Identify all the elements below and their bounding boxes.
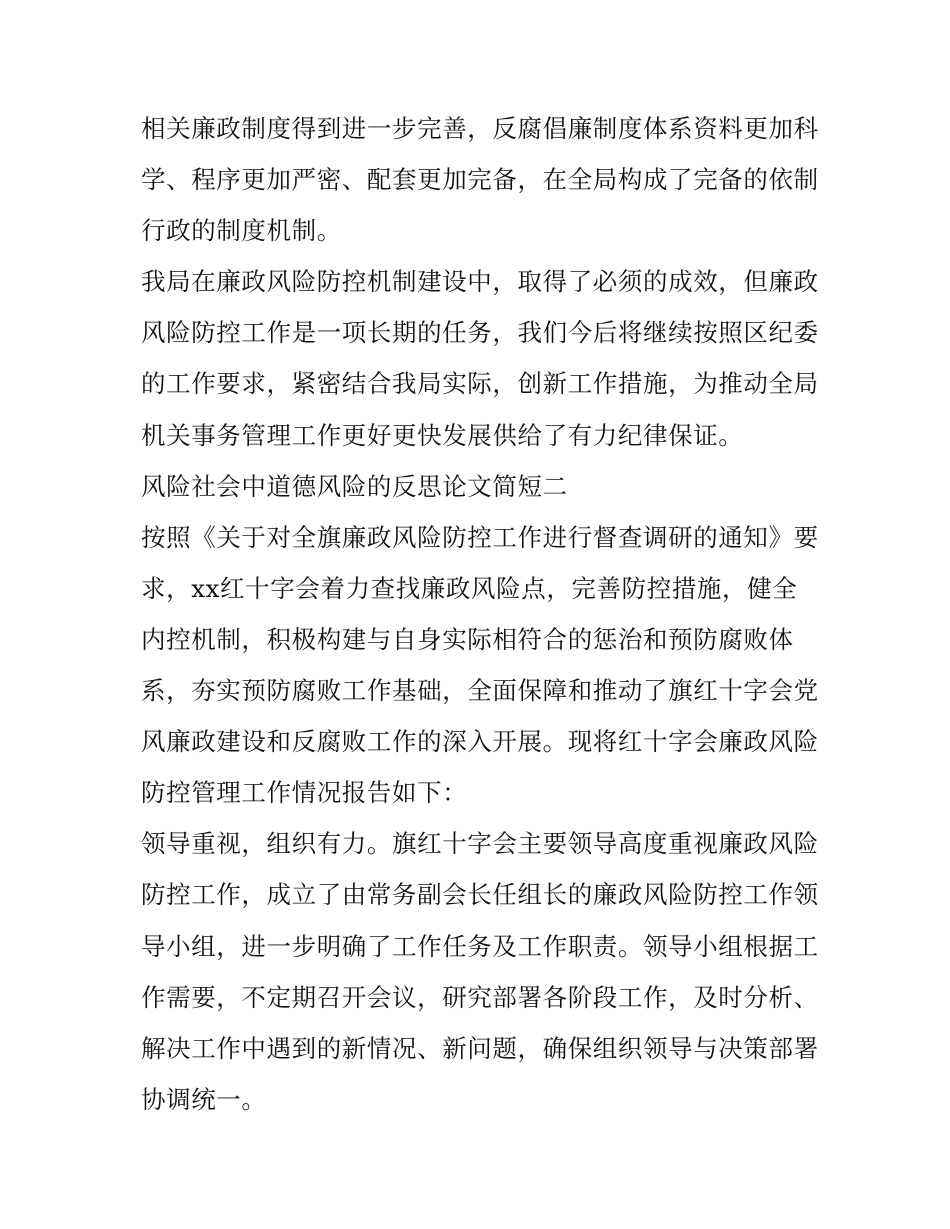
text-line: 的工作要求，紧密结合我局实际，创新工作措施，为推动全局 — [141, 369, 819, 399]
text-line: 相关廉政制度得到进一步完善，反腐倡廉制度体系资料更加科 — [141, 114, 819, 143]
text-line: 风险防控工作是一项长期的任务，我们今后将继续按照区纪委 — [141, 318, 819, 348]
text-line: 我局在廉政风险防控机制建设中，取得了必须的成效，但廉政 — [141, 267, 819, 297]
text-line: 解决工作中遇到的新情况、新问题，确保组织领导与决策部署 — [141, 1033, 819, 1063]
document-body — [141, 103, 821, 1125]
section-heading: 风险社会中道德风险的反思论文简短二 — [141, 471, 568, 501]
text-line: 机关事务管理工作更好更快发展供给了有力纪律保证。 — [141, 420, 744, 450]
text-line: 内控机制，积极构建与自身实际相符合的惩治和预防腐败体 — [141, 624, 794, 654]
text-line: 作需要，不定期召开会议，研究部署各阶段工作，及时分析、 — [141, 982, 819, 1012]
text-line: 领导重视，组织有力。旗红十字会主要领导高度重视廉政风险 — [141, 829, 819, 859]
text-line: 协调统一。 — [141, 1084, 267, 1114]
text-line: 防控管理工作情况报告如下： — [141, 778, 468, 808]
text-line: 按照《关于对全旗廉政风险防控工作进行督查调研的通知》要 — [141, 522, 819, 552]
text-line: 导小组，进一步明确了工作任务及工作职责。领导小组根据工 — [141, 931, 819, 961]
text-line: 防控工作，成立了由常务副会长任组长的廉政风险防控工作领 — [141, 880, 819, 910]
text-line: 风廉政建设和反腐败工作的深入开展。现将红十字会廉政风险 — [141, 727, 819, 757]
text-line: 求，xx红十字会着力查找廉政风险点，完善防控措施，健全 — [141, 573, 798, 603]
text-line: 行政的制度机制。 — [141, 216, 342, 246]
text-line: 系，夯实预防腐败工作基础，全面保障和推动了旗红十字会党 — [141, 676, 819, 706]
text-line: 学、程序更加严密、配套更加完备，在全局构成了完备的依制 — [141, 165, 819, 195]
